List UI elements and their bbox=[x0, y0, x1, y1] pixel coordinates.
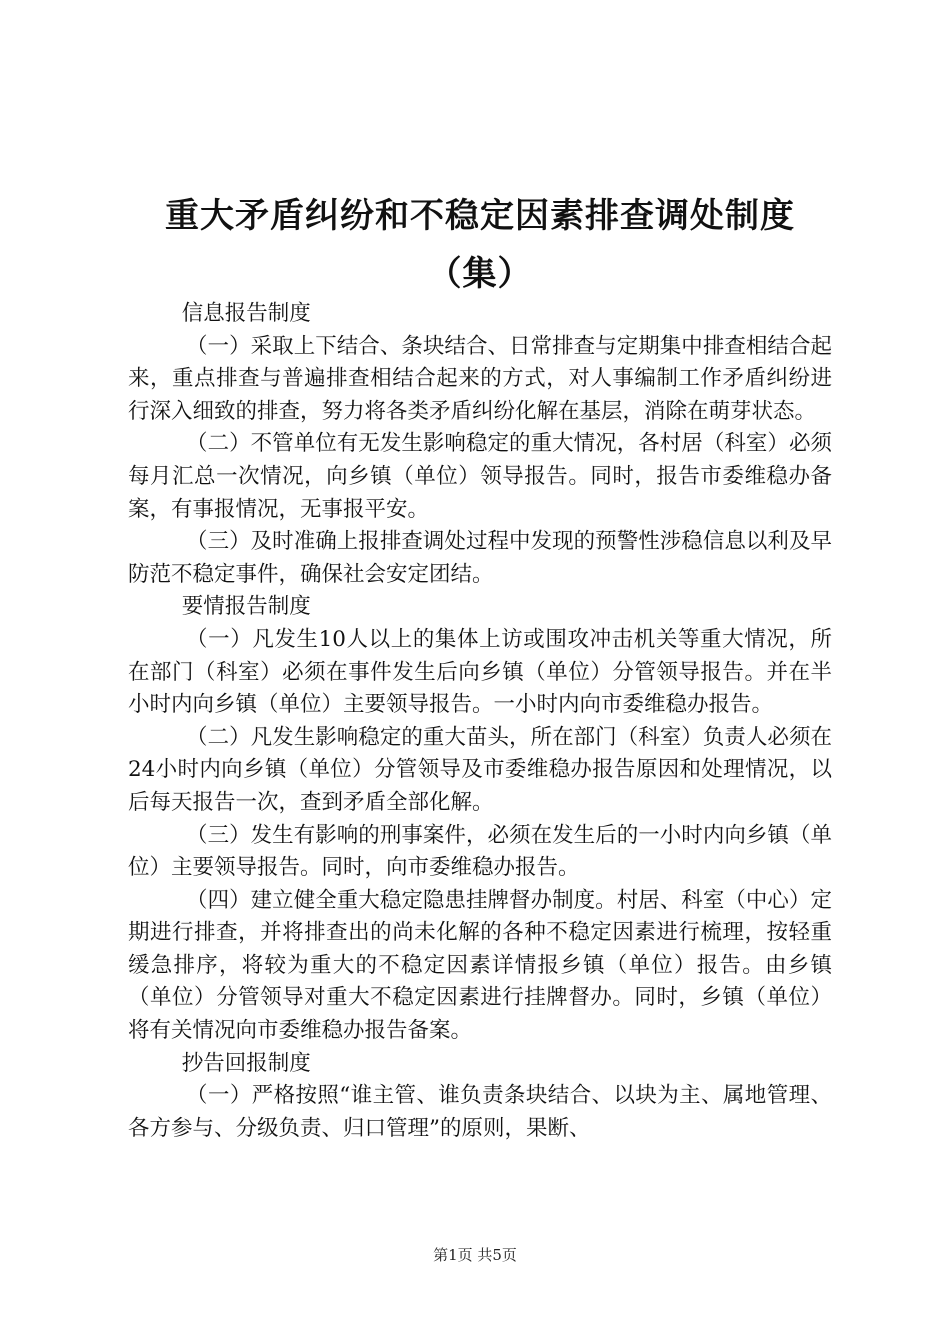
section-heading: 信息报告制度 bbox=[181, 301, 311, 326]
paragraph: （四）建立健全重大稳定隐患挂牌督办制度。村居、科室（中心）定期进行排查，并将排查出的尚未化解的各种不稳定因素进行梳理，按轻重缓急排序，将较为重大的不稳定因素详情报乡镇（单位）报告。由乡镇（单位）分管领导对重大不稳定因素进行挂牌督办。同时，乡镇（单位）将有关情况向市委维稳办报告备案。 bbox=[128, 887, 832, 1044]
section-heading: 要情报告制度 bbox=[181, 594, 311, 620]
paragraph: （一）严格按照“谁主管、谁负责条块结合、以块为主、属地管理、各方参与、分级负责、归口管理”的原则，果断、 bbox=[128, 1083, 832, 1141]
paragraph: （三）及时准确上报排查调处过程中发现的预警性涉稳信息以利及早防范不稳定事件，确保社会安定团结。 bbox=[128, 529, 832, 587]
paragraph: （一）凡发生10人以上的集体上访或围攻冲击机关等重大情况，所在部门（科室）必须在事件发生后向乡镇（单位）分管领导报告。并在半小时内向乡镇（单位）主要领导报告。一小时内向市委维稳办报告。 bbox=[128, 626, 832, 718]
document-body bbox=[128, 298, 832, 1145]
page-number: 第1页 共5页 bbox=[433, 1246, 517, 1264]
paragraph: （二）凡发生影响稳定的重大苗头，所在部门（科室）负责人必须在24小时内向乡镇（单位）分管领导及市委维稳办报告原因和处理情况，以后每天报告一次，查到矛盾全部化解。 bbox=[128, 724, 832, 815]
paragraph: （三）发生有影响的刑事案件，必须在发生后的一小时内向乡镇（单位）主要领导报告。同时，向市委维稳办报告。 bbox=[128, 822, 832, 881]
paragraph: （二）不管单位有无发生影响稳定的重大情况，各村居（科室）必须每月汇总一次情况，向乡镇（单位）领导报告。同时，报告市委维稳办备案，有事报情况，无事报平安。 bbox=[128, 431, 832, 522]
document-title-suffix: （集） bbox=[427, 254, 533, 294]
section-heading: 抄告回报制度 bbox=[181, 1050, 311, 1076]
document-title: 重大矛盾纠纷和不稳定因素排查调处制度 bbox=[165, 196, 795, 236]
paragraph: （一）采取上下结合、条块结合、日常排查与定期集中排查相结合起来，重点排查与普遍排查相结合起来的方式，对人事编制工作矛盾纠纷进行深入细致的排查，努力将各类矛盾纠纷化解在基层，消除在萌芽状态。 bbox=[128, 333, 832, 424]
